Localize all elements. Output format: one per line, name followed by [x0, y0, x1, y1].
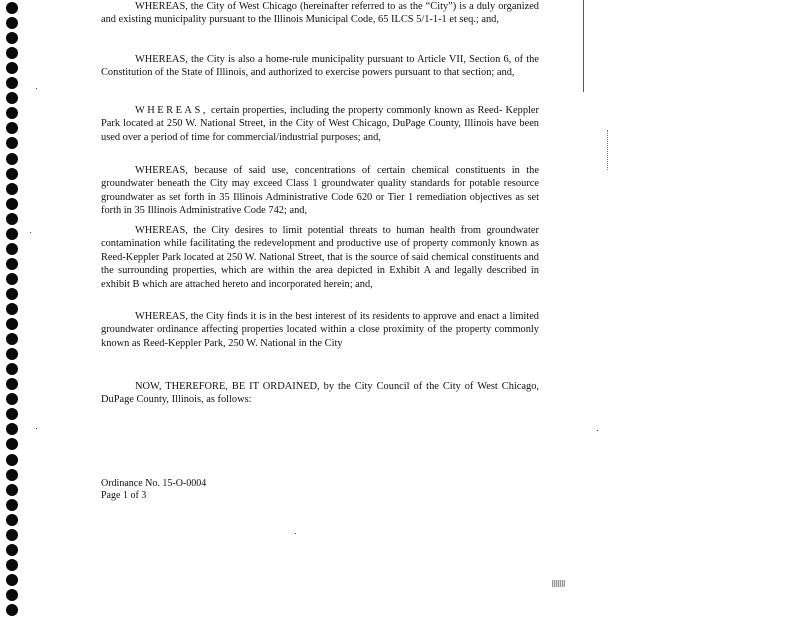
binder-hole [6, 273, 18, 285]
paragraph-lead: WHEREAS, because of said use, concentrations of certain chemical constituents in [135, 165, 520, 176]
whereas-paragraph-5 [101, 224, 539, 291]
paragraph-lead: WHEREAS, the City is also a home-rule municipality pursuant to Article VII, Section 6, [135, 54, 512, 65]
binder-hole [6, 228, 18, 240]
whereas-paragraph-1 [101, 0, 539, 27]
paragraph-lead-word: WHEREAS, [135, 105, 208, 116]
binder-hole [6, 122, 18, 134]
binder-hole [6, 604, 18, 616]
binder-hole [6, 589, 18, 601]
scan-speck [295, 533, 296, 534]
scan-edge-marks [607, 130, 611, 170]
binder-hole [6, 47, 18, 59]
binder-hole [6, 198, 18, 210]
page-footer [101, 478, 206, 502]
binder-hole [6, 438, 18, 450]
whereas-paragraph-4 [101, 164, 539, 218]
binder-hole [6, 92, 18, 104]
binder-hole [6, 183, 18, 195]
binder-hole [6, 77, 18, 89]
paragraph-text: the groundwater beneath the City may exceed Class 1 groundwater quality standards for potable resource groundwater as set forth in 35 Illinois Administrative Code 620 or Tier 1 remediation objectives as set forth in 35 Illinois Administrative Code 742; and, [101, 165, 539, 217]
binder-hole [6, 363, 18, 375]
paragraph-text: of the Constitution of the State of Illinois, and authorized to exercise powers pursuant to that section; and, [101, 54, 539, 79]
binder-hole [6, 62, 18, 74]
scan-artifact [552, 580, 565, 587]
binder-hole [6, 168, 18, 180]
binder-hole [6, 408, 18, 420]
paragraph-lead: NOW, THEREFORE, BE IT ORDAINED, by the City Council of the City of West [135, 381, 498, 392]
page-number: Page 1 of 3 [101, 490, 147, 501]
paragraph-text: limited groundwater ordinance affecting properties located within a close proximity of the property commonly known as Reed-Keppler Park, 250 W. National in the City [101, 311, 539, 349]
binder-hole [6, 333, 18, 345]
binder-hole [6, 137, 18, 149]
scan-speck [30, 232, 31, 233]
binder-hole [6, 484, 18, 496]
binder-hole [6, 348, 18, 360]
binder-hole [6, 318, 18, 330]
binder-hole [6, 303, 18, 315]
binder-hole [6, 288, 18, 300]
binder-hole [6, 423, 18, 435]
paragraph-lead: WHEREAS, the City desires to limit potential threats to human health from [135, 225, 482, 236]
binder-hole [6, 559, 18, 571]
binder-holes [6, 2, 20, 616]
paragraph-text: Keppler Park located at 250 W. National Street, in the City of West Chicago, DuPage County, Illinois have been used over a period of time for commercial/industrial purposes; and, [101, 105, 539, 143]
binder-hole [6, 544, 18, 556]
scan-edge-line [583, 0, 584, 92]
paragraph-lead: WHEREAS, the City finds it is in the best interest of its residents to approve and enact a [135, 311, 507, 322]
binder-hole [6, 2, 18, 14]
binder-hole [6, 393, 18, 405]
paragraph-text: Chicago, DuPage County, Illinois, as follows: [101, 381, 539, 406]
ordinance-number: Ordinance No. 15-O-0004 [101, 478, 207, 489]
binder-hole [6, 499, 18, 511]
paragraph-lead: WHEREAS, the City of West Chicago (hereinafter referred to as the “City”) is a duly [135, 1, 496, 12]
scan-speck [36, 88, 37, 89]
whereas-paragraph-6 [101, 310, 539, 350]
binder-hole [6, 153, 18, 165]
binder-hole [6, 107, 18, 119]
paragraph-text: groundwater contamination while facilitating the redevelopment and productive use of property commonly known as Reed-Keppler Park located at 250 W. National Street, that is the source of said chemical constituents and the surrounding properties, which are within the area depicted in Exhibit A and legally described in exhibit B which are attached hereto and incorporated herein; and, [101, 225, 539, 290]
scan-speck [36, 428, 37, 429]
binder-hole [6, 32, 18, 44]
whereas-paragraph-2 [101, 53, 539, 80]
ordained-paragraph [101, 380, 539, 407]
binder-hole [6, 529, 18, 541]
scan-speck [597, 430, 598, 431]
paragraph-text: organized and existing municipality pursuant to the Illinois Municipal Code, 65 ILCS 5/1-1-1 et seq.; and, [101, 1, 539, 26]
binder-hole [6, 378, 18, 390]
binder-hole [6, 469, 18, 481]
paragraph-lead: certain properties, including the property commonly known as Reed- [207, 105, 503, 116]
binder-hole [6, 17, 18, 29]
binder-hole [6, 243, 18, 255]
binder-hole [6, 514, 18, 526]
binder-hole [6, 213, 18, 225]
binder-hole [6, 258, 18, 270]
binder-hole [6, 454, 18, 466]
whereas-paragraph-3 [101, 104, 539, 144]
binder-hole [6, 574, 18, 586]
